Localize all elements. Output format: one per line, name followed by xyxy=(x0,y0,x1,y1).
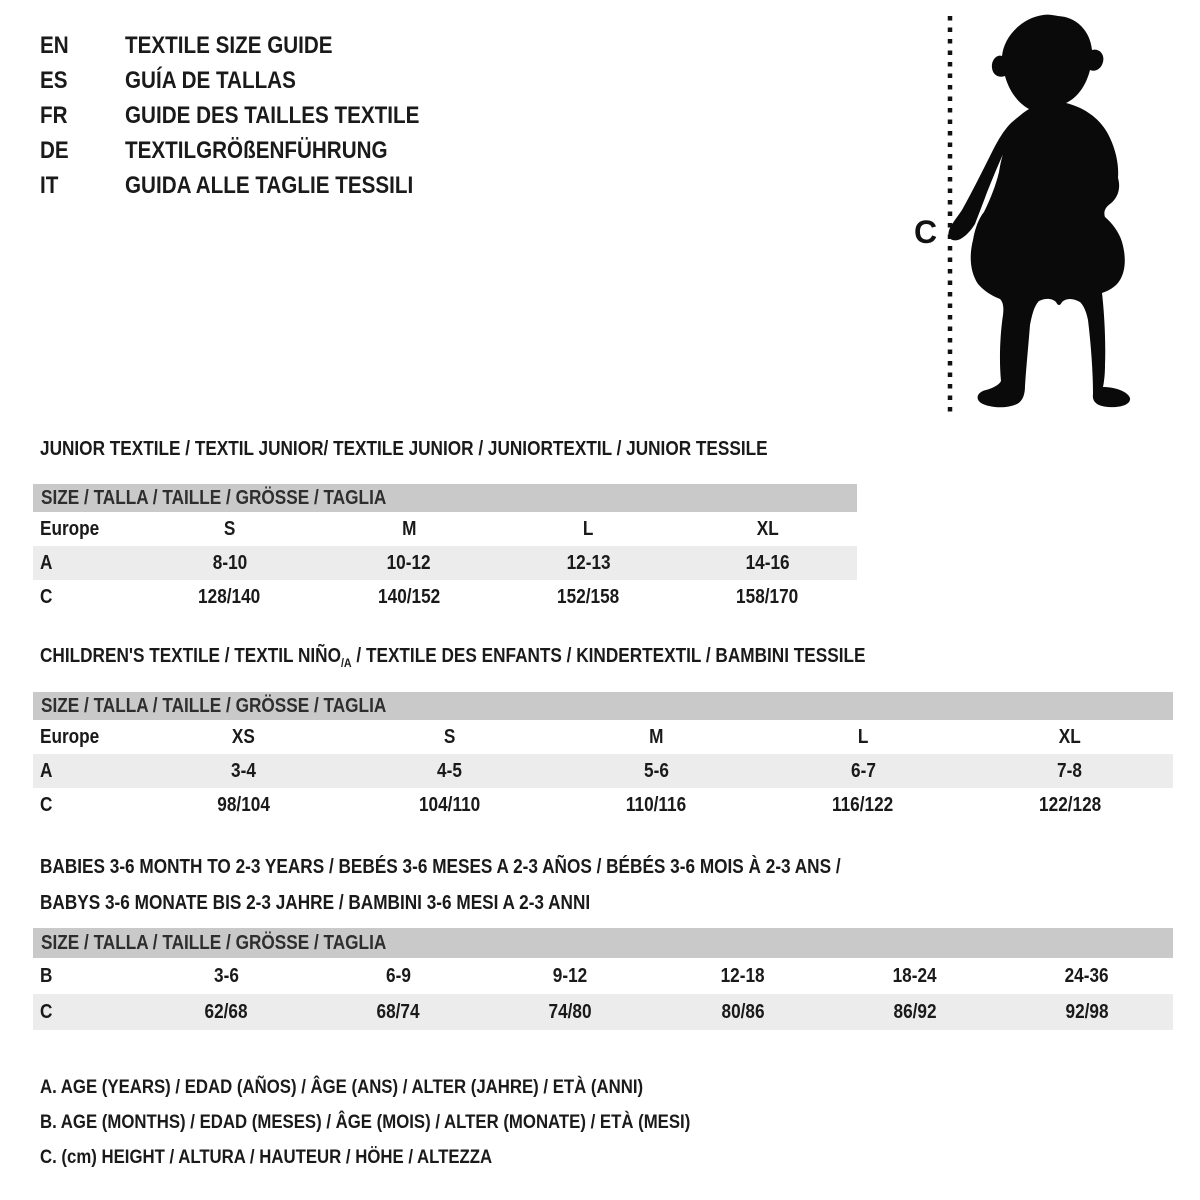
table-cell: 158/170 xyxy=(736,586,799,608)
language-label: TEXTILGRÖßENFÜHRUNG xyxy=(124,137,388,164)
junior-section-title: JUNIOR TEXTILE / TEXTIL JUNIOR/ TEXTILE JUNIOR / JUNIORTEXTIL / JUNIOR TESSILE xyxy=(40,438,768,460)
table-cell: 18-24 xyxy=(892,965,937,987)
language-label: TEXTILE SIZE GUIDE xyxy=(124,32,333,59)
table-cell: 24-36 xyxy=(1064,965,1109,987)
table-cell: 122/128 xyxy=(1038,794,1101,816)
language-code: ES xyxy=(40,67,68,94)
language-row xyxy=(40,63,467,98)
region-header-cell: Europe xyxy=(40,726,100,748)
language-row xyxy=(40,168,467,203)
row-label-cell: C xyxy=(40,794,53,816)
language-title-block xyxy=(40,28,467,203)
size-column-header: M xyxy=(649,726,664,748)
language-code: EN xyxy=(40,32,69,59)
table-cell: 9-12 xyxy=(553,965,588,987)
size-header-bar: SIZE / TALLA / TAILLE / GRÖSSE / TAGLIA xyxy=(33,928,1173,958)
language-code: DE xyxy=(40,137,69,164)
junior-size-table xyxy=(33,484,857,614)
table-row xyxy=(33,754,1173,788)
table-cell: 3-6 xyxy=(213,965,239,987)
size-header-bar: SIZE / TALLA / TAILLE / GRÖSSE / TAGLIA xyxy=(33,692,1173,720)
baby-silhouette-icon xyxy=(948,15,1130,408)
region-header-cell: Europe xyxy=(40,518,100,540)
babies-size-table xyxy=(33,928,1173,1030)
table-row xyxy=(33,994,1173,1030)
table-cell: 68/74 xyxy=(376,1001,420,1023)
size-column-header: L xyxy=(582,518,594,540)
table-cell: 12-13 xyxy=(566,552,611,574)
table-cell: 7-8 xyxy=(1057,760,1083,782)
height-measure-label: C xyxy=(914,214,938,250)
table-cell: 6-9 xyxy=(385,965,411,987)
legend-line-height-cm: C. (cm) HEIGHT / ALTURA / HAUTEUR / HÖHE / ALTEZZA xyxy=(40,1146,493,1168)
table-cell: 140/152 xyxy=(377,586,440,608)
table-cell: 62/68 xyxy=(204,1001,248,1023)
size-column-header: M xyxy=(401,518,417,540)
children-size-table xyxy=(33,692,1173,822)
babies-section-title: BABIES 3-6 MONTH TO 2-3 YEARS / BEBÉS 3-6 MESES A 2-3 AÑOS / BÉBÉS 3-6 MOIS À 2-3 ANS / BABYS 3-6 MONATE BIS 2-3 JAHRE / BAMBINI 3-6 MESI A 2-3 ANNI xyxy=(40,856,841,914)
row-label-cell: B xyxy=(40,965,53,987)
table-cell: 128/140 xyxy=(198,586,261,608)
table-cell: 10-12 xyxy=(386,552,431,574)
measurement-legend xyxy=(40,1070,796,1175)
row-label-cell: C xyxy=(40,1001,53,1023)
table-row xyxy=(33,546,857,580)
row-label-cell: A xyxy=(40,552,53,574)
table-cell: 4-5 xyxy=(437,760,463,782)
size-column-header: XL xyxy=(756,518,779,540)
table-cell: 80/86 xyxy=(721,1001,765,1023)
table-cell: 104/110 xyxy=(419,794,481,816)
size-column-header: XL xyxy=(1058,726,1081,748)
table-row xyxy=(33,788,1173,822)
language-code: FR xyxy=(40,102,68,129)
table-cell: 74/80 xyxy=(548,1001,592,1023)
table-cell: 92/98 xyxy=(1065,1001,1109,1023)
language-row xyxy=(40,98,467,133)
row-label-cell: C xyxy=(40,586,53,608)
table-cell: 14-16 xyxy=(745,552,790,574)
size-column-header: S xyxy=(444,726,456,748)
language-label: GUIDA ALLE TAGLIE TESSILI xyxy=(124,172,413,199)
table-row xyxy=(33,958,1173,994)
table-cell: 6-7 xyxy=(850,760,876,782)
language-label: GUIDE DES TAILLES TEXTILE xyxy=(124,102,420,129)
table-cell: 116/122 xyxy=(832,794,894,816)
size-column-header: L xyxy=(857,726,869,748)
table-cell: 5-6 xyxy=(644,760,669,782)
table-cell: 98/104 xyxy=(216,794,270,816)
title-subscript: /A xyxy=(340,656,352,670)
language-row xyxy=(40,28,467,63)
table-cell: 152/158 xyxy=(557,586,620,608)
size-header-bar: SIZE / TALLA / TAILLE / GRÖSSE / TAGLIA xyxy=(33,484,857,512)
table-cell: 86/92 xyxy=(893,1001,937,1023)
table-row xyxy=(33,580,857,614)
table-header-row xyxy=(33,720,1173,754)
table-cell: 8-10 xyxy=(212,552,247,574)
baby-height-illustration xyxy=(900,10,1190,422)
size-column-header: XS xyxy=(231,726,255,748)
table-header-row xyxy=(33,512,857,546)
legend-line-age-years: A. AGE (YEARS) / EDAD (AÑOS) / ÂGE (ANS) / ALTER (JAHRE) / ETÀ (ANNI) xyxy=(40,1076,644,1098)
legend-line-age-months: B. AGE (MONTHS) / EDAD (MESES) / ÂGE (MOIS) / ALTER (MONATE) / ETÀ (MESI) xyxy=(40,1111,691,1133)
size-column-header: S xyxy=(223,518,236,540)
row-label-cell: A xyxy=(40,760,53,782)
table-cell: 12-18 xyxy=(720,965,765,987)
children-section-title: CHILDREN'S TEXTILE / TEXTIL $NIÑO_{/A}$ / TEXTILE DES ENFANTS / KINDERTEXTIL / BAMBINI TESSILE xyxy=(40,645,866,670)
table-cell: 110/116 xyxy=(626,794,687,816)
language-label: GUÍA DE TALLAS xyxy=(124,67,296,94)
language-row xyxy=(40,133,467,168)
table-cell: 3-4 xyxy=(230,760,256,782)
language-code: IT xyxy=(40,172,59,199)
